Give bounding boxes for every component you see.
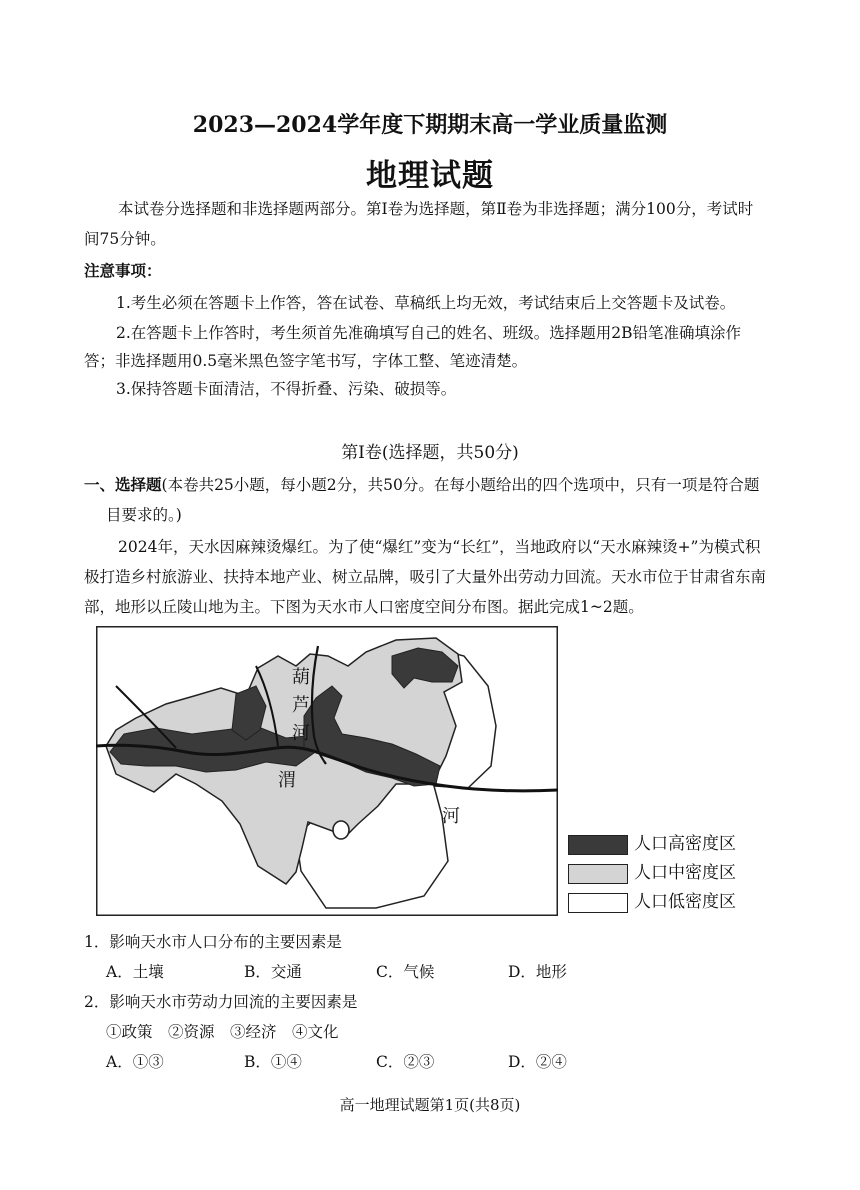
section-title: 第Ⅰ卷(选择题，共50分) — [341, 443, 519, 463]
passage-line-3: 部，地形以丘陵山地为主。下图为天水市人口密度空间分布图。据此完成1~2题。 — [84, 598, 644, 616]
question-1-stem: 1．影响天水市人口分布的主要因素是 — [84, 933, 342, 951]
notes-item-2b: 答；非选择题用0.5毫米黑色签字笔书写，字体工整、笔迹清楚。 — [84, 352, 528, 370]
question-1-option-b: B．交通 — [244, 963, 302, 981]
passage-line-2: 极打造乡村旅游业、扶持本地产业、树立品牌，吸引了大量外出劳动力回流。天水市位于甘肃省东南 — [84, 568, 767, 586]
legend-label-high: 人口高密度区 — [634, 834, 736, 854]
legend-medium — [568, 861, 768, 887]
notes-heading: 注意事项： — [84, 261, 162, 280]
river-label-wei: 渭 — [278, 770, 296, 791]
question-1-option-c: C．气候 — [376, 963, 435, 981]
question-2-option-b: B．①④ — [244, 1053, 302, 1071]
exam-title: 2023—2024学年度下期期末高一学业质量监测 — [192, 112, 668, 138]
notes-item-3: 3.保持答题卡面清洁，不得折叠、污染、破损等。 — [116, 380, 457, 398]
river-label-lu: 芦 — [292, 695, 310, 716]
page-footer: 高一地理试题第1页(共8页) — [339, 1096, 521, 1114]
question-2-option-c: C．②③ — [376, 1053, 435, 1071]
question-2-items: ①政策 ②资源 ③经济 ④文化 — [106, 1023, 339, 1041]
subject-title: 地理试题 — [366, 158, 494, 194]
question-1-option-a: A．土壤 — [106, 963, 164, 981]
legend-swatch-medium — [568, 864, 628, 884]
passage-line-1: 2024年，天水因麻辣烫爆红。为了使“爆红”变为“长红”，当地政府以“天水麻辣烫+”为模式积 — [118, 538, 761, 556]
legend-high — [568, 832, 768, 858]
river-label-he1: 河 — [292, 723, 310, 744]
part1-description — [84, 470, 804, 500]
notes-item-2a: 2.在答题卡上作答时，考生须首先准确填写自己的姓名、班级。选择题用2B铅笔准确填涂作 — [116, 324, 742, 342]
question-2-option-a: A．①③ — [106, 1053, 164, 1071]
intro-line-1: 本试卷分选择题和非选择题两部分。第Ⅰ卷为选择题，第Ⅱ卷为非选择题；满分100分，考试时 — [118, 200, 754, 218]
question-1-option-d: D．地形 — [508, 963, 567, 981]
population-density-map — [96, 626, 558, 916]
question-2-option-d: D．②④ — [508, 1053, 567, 1071]
legend-swatch-high — [568, 835, 628, 855]
part1-desc-b: 目要求的。) — [106, 506, 182, 524]
city-marker — [333, 821, 349, 839]
notes-item-1: 1.考生必须在答题卡上作答，答在试卷、草稿纸上均无效，考试结束后上交答题卡及试卷。 — [116, 294, 736, 312]
legend-low — [568, 890, 768, 916]
intro-line-2: 间75分钟。 — [84, 230, 166, 248]
part1-desc-a: (本卷共25小题，每小题2分，共50分。在每小题给出的四个选项中，只有一项是符合题 — [161, 476, 760, 494]
river-label-he2: 河 — [442, 806, 460, 827]
legend-label-medium: 人口中密度区 — [634, 863, 736, 883]
legend-swatch-low — [568, 893, 628, 913]
river-label-hu: 葫 — [292, 667, 310, 688]
part1-label: 一、选择题 — [84, 475, 162, 494]
legend-label-low: 人口低密度区 — [634, 892, 736, 912]
question-2-stem: 2．影响天水市劳动力回流的主要因素是 — [84, 993, 358, 1011]
